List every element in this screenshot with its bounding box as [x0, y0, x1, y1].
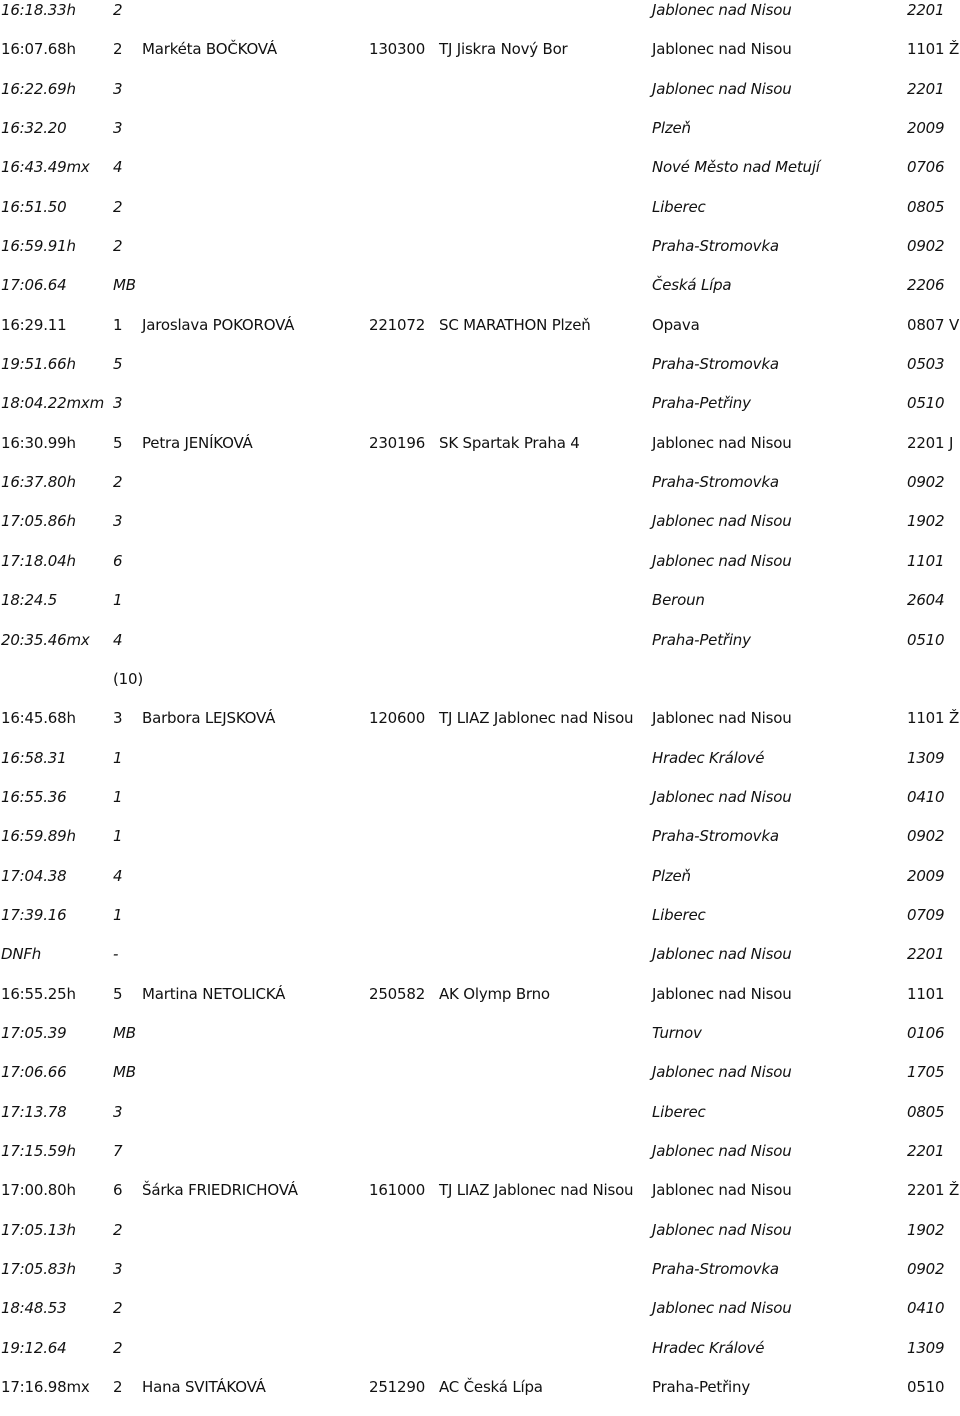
- place-cell: 3: [113, 1102, 123, 1121]
- performance-row: [0, 787, 960, 826]
- place-cell: 7: [113, 1141, 123, 1160]
- venue-cell: Praha-Stromovka: [652, 473, 779, 492]
- performance-row: [0, 748, 960, 787]
- venue-cell: Praha-Petřiny: [652, 630, 751, 649]
- birthdate-cell: 250582: [369, 984, 426, 1003]
- birthdate-cell: 251290: [369, 1378, 426, 1397]
- date-cell: 2201: [907, 1141, 945, 1160]
- date-cell: 2201: [907, 1, 945, 19]
- performance-row: [0, 0, 960, 39]
- name-cell: Hana SVITÁKOVÁ: [142, 1378, 266, 1397]
- venue-cell: Beroun: [652, 591, 705, 610]
- club-cell: AC Česká Lípa: [439, 1378, 543, 1397]
- place-cell: 1: [113, 787, 123, 806]
- date-cell: 0510: [907, 1378, 945, 1397]
- venue-cell: Jablonec nad Nisou: [652, 551, 792, 570]
- time-cell: 16:18.33h: [1, 1, 76, 19]
- venue-cell: Jablonec nad Nisou: [652, 1063, 792, 1082]
- venue-cell: Praha-Petřiny: [652, 1378, 750, 1397]
- time-cell: 17:05.86h: [1, 512, 76, 531]
- place-cell: 2: [113, 1299, 123, 1318]
- time-cell: 16:43.49mx: [1, 158, 90, 177]
- time-cell: 19:12.64: [1, 1338, 67, 1357]
- athlete-row: [0, 433, 960, 472]
- time-cell: 17:13.78: [1, 1102, 67, 1121]
- place-cell: 2: [113, 1378, 123, 1397]
- time-cell: 16:29.11: [1, 315, 67, 334]
- date-cell: 2604: [907, 591, 945, 610]
- date-cell: 0510: [907, 394, 945, 413]
- athlete-row: [0, 984, 960, 1023]
- time-cell: 16:45.68h: [1, 709, 76, 728]
- place-cell: 2: [113, 473, 123, 492]
- date-cell: 2201 Ž: [907, 1181, 960, 1200]
- date-cell: 2201 J: [907, 433, 954, 452]
- date-cell: 0807 V: [907, 315, 960, 334]
- performance-row: [0, 118, 960, 157]
- date-cell: 1902: [907, 512, 945, 531]
- place-cell: 4: [113, 630, 123, 649]
- place-cell: 5: [113, 355, 123, 374]
- place-cell: 1: [113, 905, 123, 924]
- venue-cell: Jablonec nad Nisou: [652, 709, 792, 728]
- place-cell: 3: [113, 512, 123, 531]
- date-cell: 2009: [907, 866, 945, 885]
- athlete-row: [0, 1180, 960, 1219]
- time-cell: 17:05.13h: [1, 1220, 76, 1239]
- time-cell: 17:18.04h: [1, 551, 76, 570]
- performance-row: [0, 866, 960, 905]
- place-cell: 2: [113, 237, 123, 256]
- place-cell: MB: [113, 1023, 136, 1042]
- place-cell: 6: [113, 551, 123, 570]
- date-cell: 0902: [907, 473, 945, 492]
- time-cell: 16:59.91h: [1, 237, 76, 256]
- performance-row: [0, 1102, 960, 1141]
- date-cell: 1705: [907, 1063, 945, 1082]
- date-cell: 0106: [907, 1023, 945, 1042]
- name-cell: Petra JENÍKOVÁ: [142, 433, 253, 452]
- venue-cell: Jablonec nad Nisou: [652, 433, 792, 452]
- date-cell: 1101 Ž: [907, 40, 960, 59]
- athlete-row: [0, 315, 960, 354]
- date-cell: 0902: [907, 1260, 945, 1278]
- performance-row: [0, 944, 960, 983]
- performance-row: [0, 79, 960, 118]
- venue-cell: Praha-Stromovka: [652, 237, 779, 256]
- venue-cell: Plzeň: [652, 119, 691, 138]
- place-cell: 3: [113, 1260, 123, 1278]
- venue-cell: Jablonec nad Nisou: [652, 1299, 792, 1318]
- club-cell: AK Olymp Brno: [439, 984, 550, 1003]
- date-cell: 0902: [907, 237, 945, 256]
- date-cell: 0510: [907, 630, 945, 649]
- date-cell: 1902: [907, 1220, 945, 1239]
- venue-cell: Praha-Stromovka: [652, 1260, 779, 1278]
- performance-row: [0, 236, 960, 275]
- time-cell: 16:07.68h: [1, 40, 76, 59]
- date-cell: 1309: [907, 1338, 945, 1357]
- venue-cell: Liberec: [652, 1102, 706, 1121]
- place-cell: 6: [113, 1181, 123, 1200]
- date-cell: 0805: [907, 197, 945, 216]
- performance-row: [0, 630, 960, 669]
- date-cell: 0503: [907, 355, 945, 374]
- venue-cell: Jablonec nad Nisou: [652, 945, 792, 964]
- venue-cell: Česká Lípa: [652, 276, 732, 295]
- place-cell: 3: [113, 394, 123, 413]
- place-cell: -: [113, 945, 119, 964]
- date-cell: 1101: [907, 551, 945, 570]
- note-row: [0, 669, 960, 708]
- date-cell: 2201: [907, 79, 945, 98]
- place-cell: 3: [113, 709, 123, 728]
- venue-cell: Praha-Stromovka: [652, 355, 779, 374]
- venue-cell: Jablonec nad Nisou: [652, 1141, 792, 1160]
- time-cell: 17:05.39: [1, 1023, 67, 1042]
- club-cell: SC MARATHON Plzeň: [439, 315, 591, 334]
- name-cell: Šárka FRIEDRICHOVÁ: [142, 1181, 298, 1200]
- birthdate-cell: 161000: [369, 1181, 426, 1200]
- date-cell: 0410: [907, 787, 945, 806]
- venue-cell: Opava: [652, 315, 700, 334]
- venue-cell: Liberec: [652, 197, 706, 216]
- time-cell: 18:48.53: [1, 1299, 67, 1318]
- time-cell: 17:39.16: [1, 905, 67, 924]
- venue-cell: Liberec: [652, 905, 706, 924]
- venue-cell: Jablonec nad Nisou: [652, 787, 792, 806]
- club-cell: TJ Jiskra Nový Bor: [439, 40, 568, 59]
- name-cell: Martina NETOLICKÁ: [142, 984, 286, 1003]
- date-cell: 2206: [907, 276, 945, 295]
- time-cell: DNFh: [1, 945, 42, 964]
- place-cell: MB: [113, 276, 136, 295]
- athlete-row: [0, 39, 960, 78]
- performance-row: [0, 393, 960, 432]
- place-cell: 2: [113, 40, 123, 59]
- time-cell: 16:30.99h: [1, 433, 76, 452]
- birthdate-cell: 230196: [369, 433, 426, 452]
- performance-row: [0, 551, 960, 590]
- time-cell: 16:51.50: [1, 197, 67, 216]
- venue-cell: Jablonec nad Nisou: [652, 1220, 792, 1239]
- date-cell: 0410: [907, 1299, 945, 1318]
- venue-cell: Hradec Králové: [652, 1338, 765, 1357]
- time-cell: 16:32.20: [1, 119, 67, 138]
- performance-row: [0, 1298, 960, 1337]
- birthdate-cell: 130300: [369, 40, 426, 59]
- place-cell: 4: [113, 866, 123, 885]
- performance-row: [0, 1141, 960, 1180]
- place-cell: 1: [113, 748, 123, 767]
- time-cell: 17:15.59h: [1, 1141, 76, 1160]
- performance-row: [0, 354, 960, 393]
- venue-cell: Praha-Petřiny: [652, 394, 751, 413]
- time-cell: 18:24.5: [1, 591, 58, 610]
- name-cell: Markéta BOČKOVÁ: [142, 40, 277, 59]
- performance-row: [0, 511, 960, 550]
- date-cell: 2009: [907, 119, 945, 138]
- venue-cell: Jablonec nad Nisou: [652, 40, 792, 59]
- date-cell: 0805: [907, 1102, 945, 1121]
- time-cell: 16:55.25h: [1, 984, 76, 1003]
- time-cell: 16:59.89h: [1, 827, 76, 846]
- performance-row: [0, 905, 960, 944]
- place-cell: 2: [113, 1220, 123, 1239]
- athlete-row: [0, 1377, 960, 1416]
- place-cell: 2: [113, 197, 123, 216]
- performance-row: [0, 1259, 960, 1298]
- venue-cell: Jablonec nad Nisou: [652, 512, 792, 531]
- performance-row: [0, 1023, 960, 1062]
- performance-row: [0, 157, 960, 196]
- performance-row: [0, 472, 960, 511]
- time-cell: 19:51.66h: [1, 355, 76, 374]
- time-cell: 16:22.69h: [1, 79, 76, 98]
- place-cell: 1: [113, 591, 123, 610]
- performance-row: [0, 1220, 960, 1259]
- venue-cell: Praha-Stromovka: [652, 827, 779, 846]
- time-cell: 17:00.80h: [1, 1181, 76, 1200]
- birthdate-cell: 221072: [369, 315, 426, 334]
- venue-cell: Jablonec nad Nisou: [652, 1, 792, 19]
- date-cell: 0706: [907, 158, 945, 177]
- date-cell: 1101 Ž: [907, 709, 960, 728]
- club-cell: TJ LIAZ Jablonec nad Nisou: [439, 709, 634, 728]
- place-cell: 5: [113, 984, 123, 1003]
- performance-row: [0, 1062, 960, 1101]
- date-cell: 0902: [907, 827, 945, 846]
- place-cell: 2: [113, 1, 123, 19]
- athlete-row: [0, 708, 960, 747]
- birthdate-cell: 120600: [369, 709, 426, 728]
- performance-row: [0, 197, 960, 236]
- time-cell: 17:06.66: [1, 1063, 67, 1082]
- venue-cell: Jablonec nad Nisou: [652, 79, 792, 98]
- performance-row: [0, 275, 960, 314]
- venue-cell: Nové Město nad Metují: [652, 158, 820, 177]
- club-cell: SK Spartak Praha 4: [439, 433, 580, 452]
- place-cell: 5: [113, 433, 123, 452]
- venue-cell: Hradec Králové: [652, 748, 765, 767]
- time-cell: 18:04.22mxm: [1, 394, 104, 413]
- time-cell: 16:58.31: [1, 748, 67, 767]
- date-cell: 0709: [907, 905, 945, 924]
- venue-cell: Jablonec nad Nisou: [652, 1181, 792, 1200]
- performance-row: [0, 826, 960, 865]
- time-cell: 17:16.98mx: [1, 1378, 90, 1397]
- performance-row: [0, 1338, 960, 1377]
- name-cell: Jaroslava POKOROVÁ: [142, 315, 295, 334]
- place-cell: 3: [113, 79, 123, 98]
- venue-cell: Jablonec nad Nisou: [652, 984, 792, 1003]
- date-cell: 2201: [907, 945, 945, 964]
- time-cell: 16:37.80h: [1, 473, 76, 492]
- time-cell: 17:05.83h: [1, 1260, 76, 1278]
- time-cell: 20:35.46mx: [1, 630, 90, 649]
- place-cell: MB: [113, 1063, 136, 1082]
- name-cell: Barbora LEJSKOVÁ: [142, 709, 276, 728]
- date-cell: 1309: [907, 748, 945, 767]
- club-cell: TJ LIAZ Jablonec nad Nisou: [439, 1181, 634, 1200]
- place-cell: 1: [113, 315, 123, 334]
- venue-cell: Turnov: [652, 1023, 702, 1042]
- note-text: (10): [113, 669, 143, 688]
- time-cell: 17:06.64: [1, 276, 67, 295]
- time-cell: 16:55.36: [1, 787, 67, 806]
- performance-row: [0, 590, 960, 629]
- place-cell: 1: [113, 827, 123, 846]
- place-cell: 2: [113, 1338, 123, 1357]
- date-cell: 1101: [907, 984, 945, 1003]
- place-cell: 4: [113, 158, 123, 177]
- time-cell: 17:04.38: [1, 866, 67, 885]
- place-cell: 3: [113, 119, 123, 138]
- venue-cell: Plzeň: [652, 866, 691, 885]
